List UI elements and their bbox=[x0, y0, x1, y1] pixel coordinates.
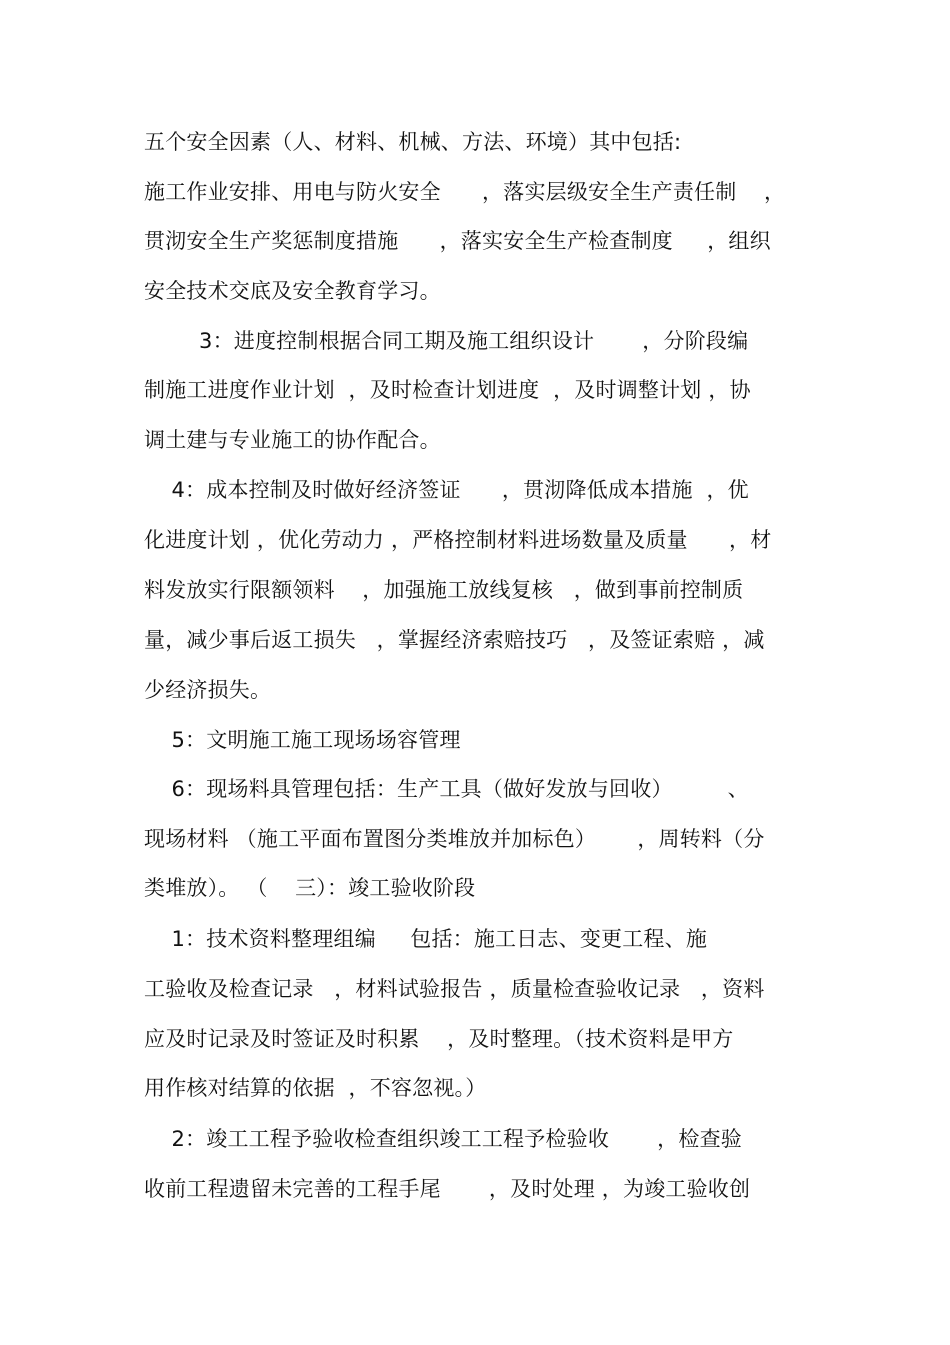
text-line: 4：成本控制及时做好经济签证 ，贯沏降低成本措施 ，优 bbox=[144, 478, 749, 502]
text-line: 贯沏安全生产奖惩制度措施 ，落实安全生产检查制度 ，组织 bbox=[144, 229, 771, 253]
text-line: 制施工进度作业计划 ，及时检查计划进度 ，及时调整计划 ，协 bbox=[144, 378, 751, 402]
text-line: 1：技术资料整理组编 包括：施工日志、变更工程、施 bbox=[144, 927, 708, 951]
text-line: 5：文明施工施工现场场容管理 bbox=[144, 728, 461, 752]
text-line: 工验收及检查记录 ，材料试验报告 ，质量检查验收记录 ，资料 bbox=[144, 977, 765, 1001]
text-line: 料发放实行限额领料 ，加强施工放线复核 ，做到事前控制质 bbox=[144, 578, 744, 602]
text-line: 2：竣工工程予验收检查组织竣工工程予检验收 ，检查验 bbox=[144, 1127, 742, 1151]
text-line: 调土建与专业施工的协作配合。 bbox=[144, 428, 441, 452]
text-line: 少经济损失。 bbox=[144, 678, 272, 702]
text-line: 现场材料 （施工平面布置图分类堆放并加标色） ，周转料（分 bbox=[144, 827, 765, 851]
text-line: 化进度计划 ，优化劳动力 ，严格控制材料进场数量及质量 ，材 bbox=[144, 528, 772, 552]
text-line: 量，减少事后返工损失 ，掌握经济索赔技巧 ，及签证索赔 ，减 bbox=[144, 628, 765, 652]
text-line: 收前工程遗留未完善的工程手尾 ，及时处理 ，为竣工验收创 bbox=[144, 1177, 751, 1201]
text-line: 五个安全因素（人、材料、机械、方法、环境）其中包括: bbox=[144, 130, 682, 154]
text-line: 6：现场料具管理包括：生产工具（做好发放与回收） 、 bbox=[144, 777, 749, 801]
text-line: 类堆放）。 （ 三）：竣工验收阶段 bbox=[144, 876, 476, 900]
text-line: 用作核对结算的依据 ，不容忽视。） bbox=[144, 1076, 487, 1100]
text-line: 应及时记录及时签证及时积累 ，及时整理。（技术资料是甲方 bbox=[144, 1027, 734, 1051]
text-line: 3：进度控制根据合同工期及施工组织设计 ，分阶段编 bbox=[144, 329, 749, 353]
text-line: 施工作业安排、用电与防火安全 ，落实层级安全生产责任制 ， bbox=[144, 180, 786, 204]
text-line: 安全技术交底及安全教育学习。 bbox=[144, 279, 441, 303]
